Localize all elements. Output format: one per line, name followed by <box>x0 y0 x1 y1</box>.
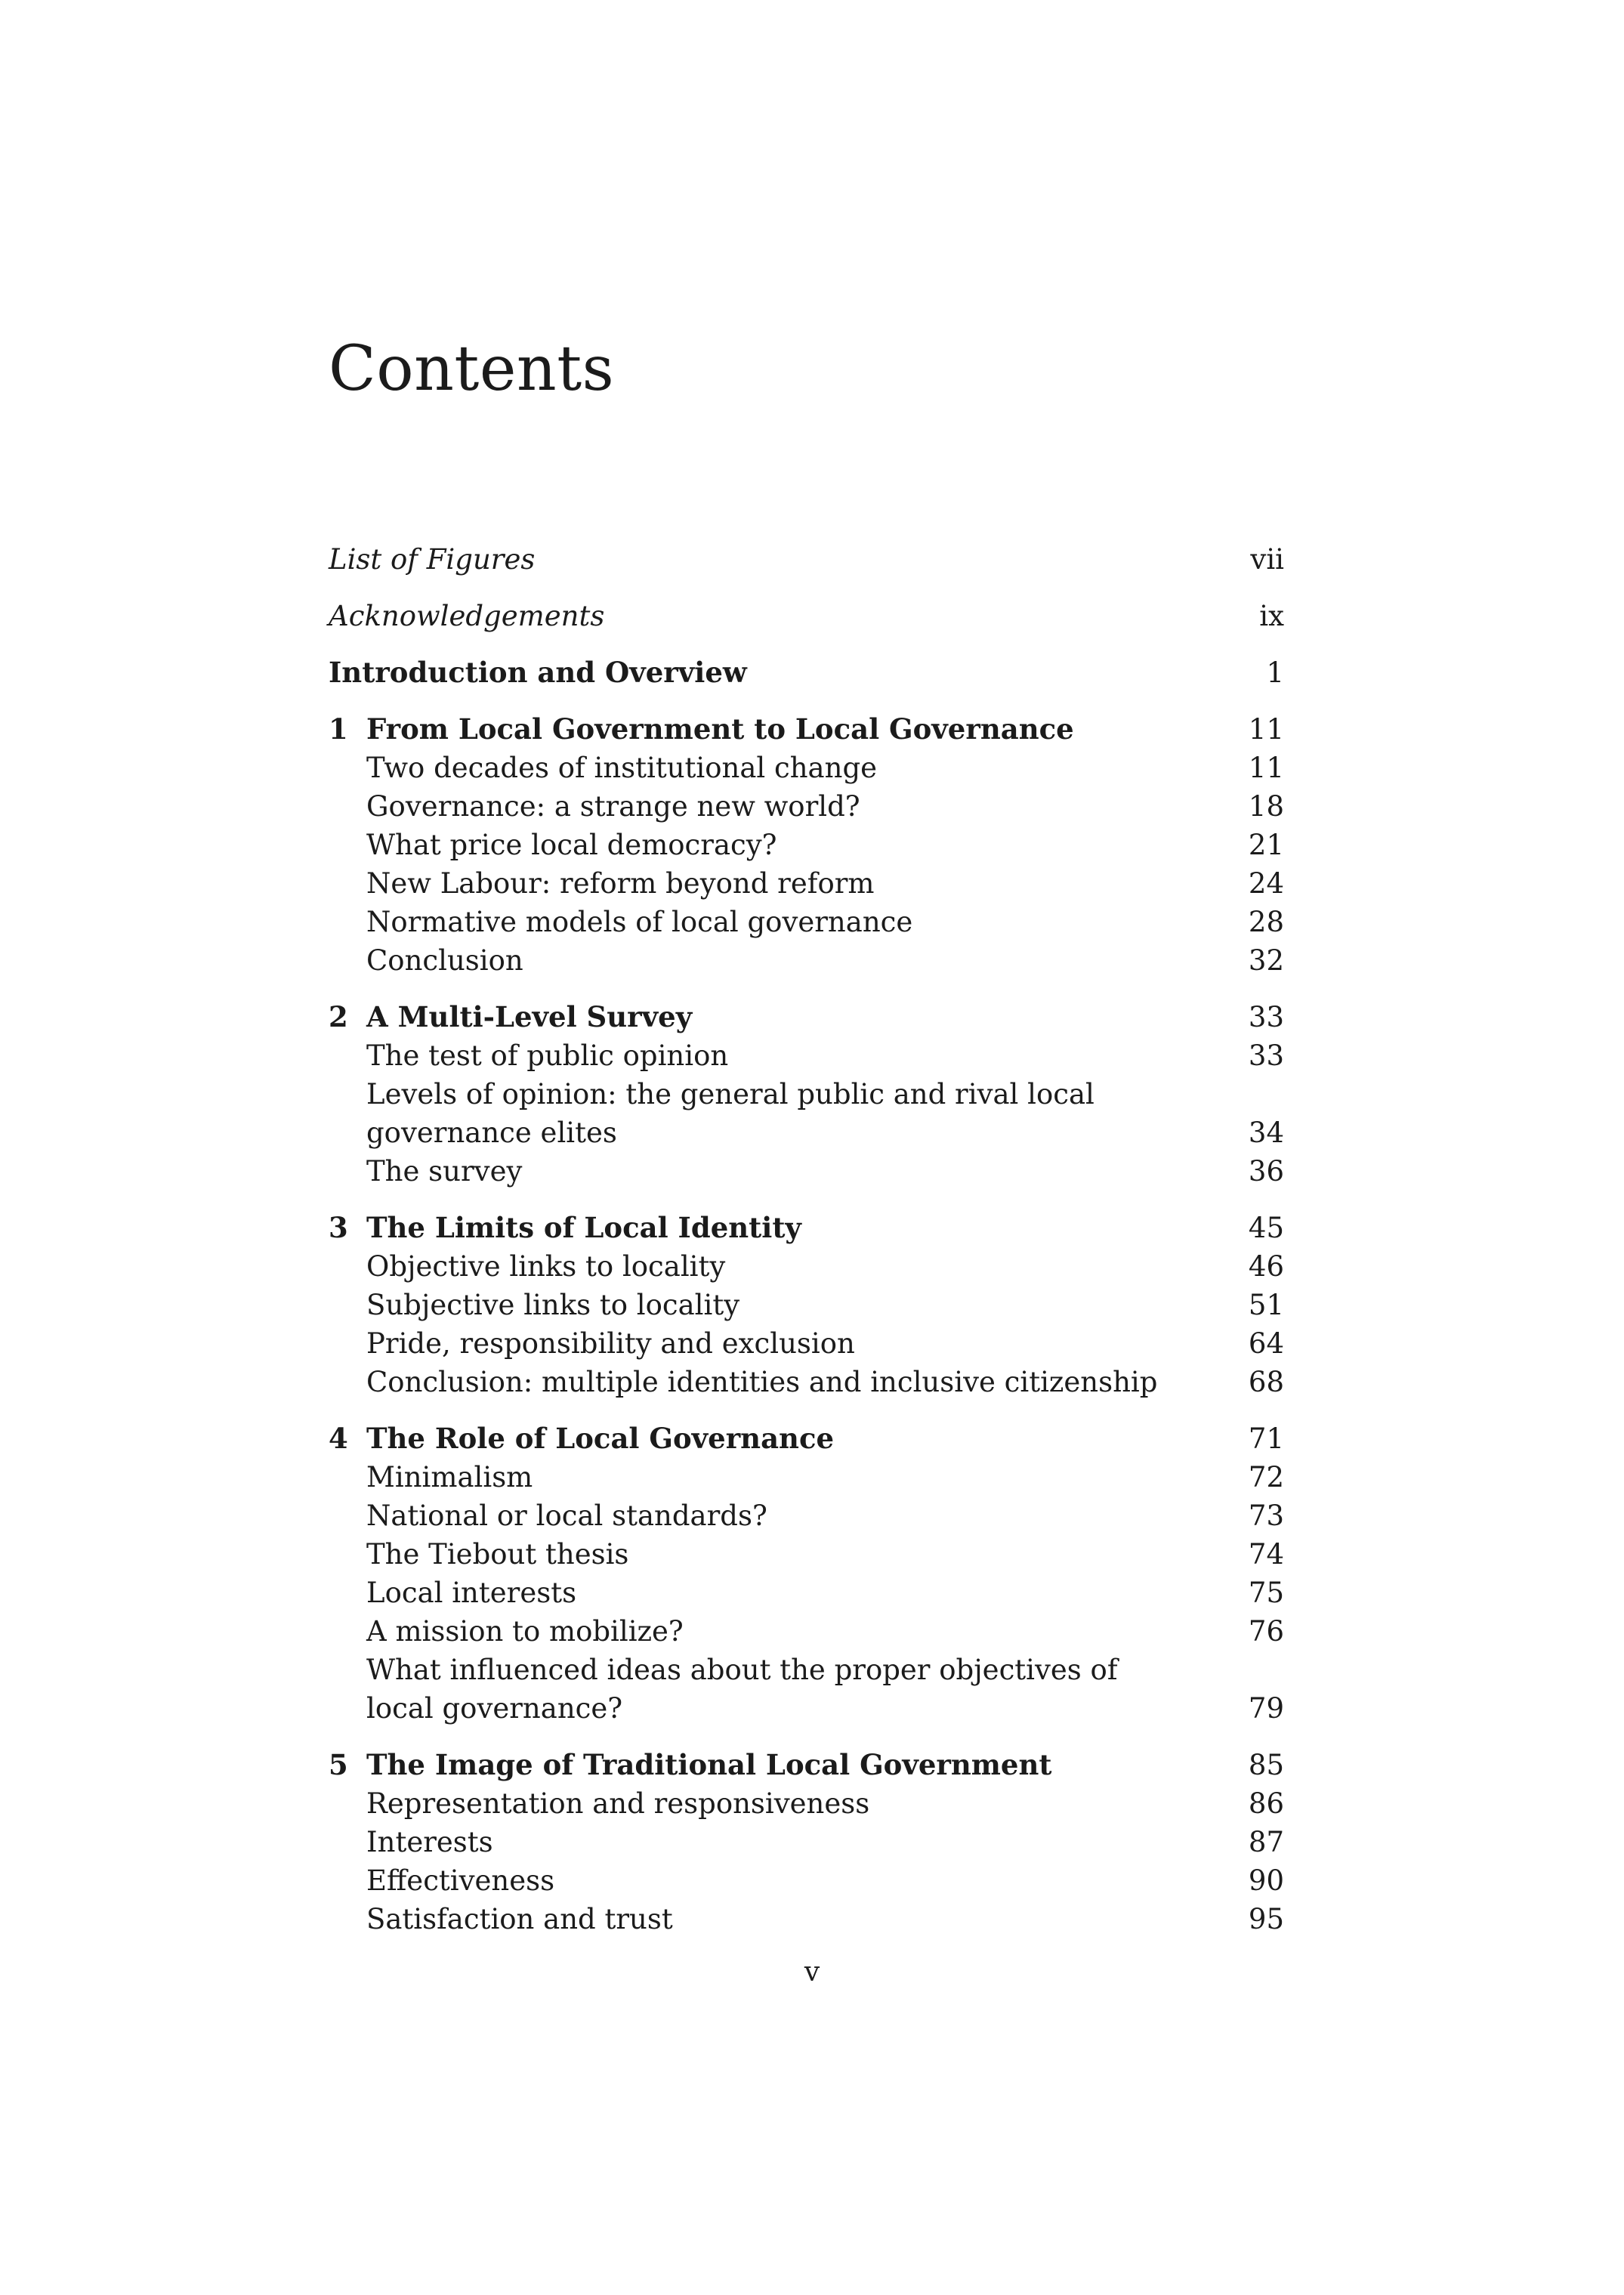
section-page: 24 <box>1248 867 1284 900</box>
section-entry[interactable] <box>329 1114 1284 1152</box>
chapter-page: 33 <box>1248 1001 1284 1033</box>
section-label: Normative models of local governance <box>366 906 913 938</box>
section-label: Satisfaction and trust <box>366 1903 673 1935</box>
section-label: The test of public opinion <box>366 1039 729 1072</box>
section-label: Conclusion <box>366 944 523 977</box>
section-page: 72 <box>1248 1461 1284 1493</box>
section-page: 33 <box>1248 1039 1284 1072</box>
chapter-heading[interactable] <box>329 1746 1284 1784</box>
section-label: Pride, responsibility and exclusion <box>366 1327 855 1360</box>
chapter-title: The Role of Local Governance <box>366 1422 835 1455</box>
section-label: Governance: a strange new world? <box>366 790 860 823</box>
section-page: 76 <box>1248 1615 1284 1648</box>
section-page: 68 <box>1248 1366 1284 1398</box>
chapter-number: 3 <box>329 1211 348 1244</box>
section-label: Two decades of institutional change <box>366 752 878 784</box>
section-page: 64 <box>1248 1327 1284 1360</box>
section-page: 87 <box>1248 1826 1284 1858</box>
section-label: Objective links to locality <box>366 1250 726 1283</box>
toc-entry-page: vii <box>1250 543 1284 576</box>
section-entry[interactable] <box>329 1152 1284 1191</box>
toc-entry-label: Introduction and Overview <box>329 656 747 689</box>
chapter-heading[interactable] <box>329 998 1284 1036</box>
section-page: 79 <box>1248 1692 1284 1725</box>
section-entry[interactable] <box>329 787 1284 826</box>
section-entry[interactable] <box>329 1574 1284 1612</box>
section-page: 46 <box>1248 1250 1284 1283</box>
chapter-title: From Local Government to Local Governance <box>366 712 1074 746</box>
chapter-page: 71 <box>1248 1422 1284 1455</box>
toc-entry-introduction[interactable] <box>329 653 1284 692</box>
section-entry[interactable] <box>329 1075 1284 1114</box>
chapter-number: 5 <box>329 1748 348 1781</box>
chapter-number: 2 <box>329 1000 348 1033</box>
table-of-contents <box>329 540 1284 1957</box>
section-page: 74 <box>1248 1538 1284 1571</box>
section-entry[interactable] <box>329 1497 1284 1535</box>
section-label: What price local democracy? <box>366 829 777 861</box>
section-label: Representation and responsiveness <box>366 1787 870 1820</box>
section-entry[interactable] <box>329 826 1284 864</box>
chapter-title: The Limits of Local Identity <box>366 1211 801 1244</box>
section-entry[interactable] <box>329 1324 1284 1363</box>
toc-entry-page: 1 <box>1266 656 1284 689</box>
section-label: A mission to mobilize? <box>366 1615 684 1648</box>
section-label: Interests <box>366 1826 493 1858</box>
chapter-3 <box>329 1209 1284 1401</box>
toc-entry-list-of-figures[interactable] <box>329 540 1284 579</box>
section-label: Minimalism <box>366 1461 533 1493</box>
section-label: New Labour: reform beyond reform <box>366 867 875 900</box>
toc-entry-page: ix <box>1259 600 1284 632</box>
section-entry[interactable] <box>329 1823 1284 1861</box>
section-page: 36 <box>1248 1155 1284 1188</box>
toc-entry-acknowledgements[interactable] <box>329 597 1284 635</box>
section-page: 90 <box>1248 1864 1284 1897</box>
section-entry[interactable] <box>329 941 1284 980</box>
chapter-page: 85 <box>1248 1749 1284 1781</box>
toc-entry-label: List of Figures <box>329 543 536 576</box>
section-page: 28 <box>1248 906 1284 938</box>
section-entry[interactable] <box>329 1900 1284 1938</box>
chapter-page: 45 <box>1248 1212 1284 1244</box>
chapter-heading[interactable] <box>329 710 1284 749</box>
section-page: 18 <box>1248 790 1284 823</box>
section-label: The Tiebout thesis <box>366 1538 629 1571</box>
chapter-title: A Multi-Level Survey <box>366 1000 693 1033</box>
section-label: governance elites <box>366 1117 617 1149</box>
page-number-folio: v <box>804 1957 820 1988</box>
section-page: 34 <box>1248 1117 1284 1149</box>
section-entry[interactable] <box>329 1535 1284 1574</box>
section-entry[interactable] <box>329 1458 1284 1497</box>
chapter-4 <box>329 1419 1284 1728</box>
chapter-page: 11 <box>1248 713 1284 746</box>
section-label: Subjective links to locality <box>366 1289 740 1321</box>
section-label: Levels of opinion: the general public and rival local <box>366 1078 1095 1110</box>
section-label: Conclusion: multiple identities and inclusive citizenship <box>366 1366 1158 1398</box>
section-page: 11 <box>1248 752 1284 784</box>
chapter-number: 4 <box>329 1422 348 1455</box>
chapter-title: The Image of Traditional Local Government <box>366 1748 1052 1781</box>
chapter-1 <box>329 710 1284 980</box>
section-page: 21 <box>1248 829 1284 861</box>
section-label: Local interests <box>366 1577 577 1609</box>
section-page: 95 <box>1248 1903 1284 1935</box>
section-label: Effectiveness <box>366 1864 555 1897</box>
chapter-heading[interactable] <box>329 1209 1284 1247</box>
chapter-number: 1 <box>329 712 348 746</box>
section-entry[interactable] <box>329 1784 1284 1823</box>
section-label: local governance? <box>366 1692 623 1725</box>
toc-entry-label: Acknowledgements <box>329 600 605 632</box>
page-title: Contents <box>329 333 615 405</box>
section-entry[interactable] <box>329 1363 1284 1401</box>
chapter-5 <box>329 1746 1284 1938</box>
section-entry[interactable] <box>329 1861 1284 1900</box>
section-page: 75 <box>1248 1577 1284 1609</box>
section-page: 32 <box>1248 944 1284 977</box>
chapter-heading[interactable] <box>329 1419 1284 1458</box>
section-entry[interactable] <box>329 1689 1284 1728</box>
section-entry[interactable] <box>329 749 1284 787</box>
section-label: The survey <box>366 1155 523 1188</box>
section-entry[interactable] <box>329 1247 1284 1286</box>
section-page: 51 <box>1248 1289 1284 1321</box>
section-page: 73 <box>1248 1500 1284 1532</box>
section-entry[interactable] <box>329 864 1284 903</box>
section-label: National or local standards? <box>366 1500 767 1532</box>
chapter-2 <box>329 998 1284 1191</box>
section-label: What influenced ideas about the proper objectives of <box>366 1654 1118 1686</box>
section-entry[interactable] <box>329 1651 1284 1689</box>
section-page: 86 <box>1248 1787 1284 1820</box>
section-entry[interactable] <box>329 1612 1284 1651</box>
section-entry[interactable] <box>329 1036 1284 1075</box>
section-entry[interactable] <box>329 903 1284 941</box>
section-entry[interactable] <box>329 1286 1284 1324</box>
